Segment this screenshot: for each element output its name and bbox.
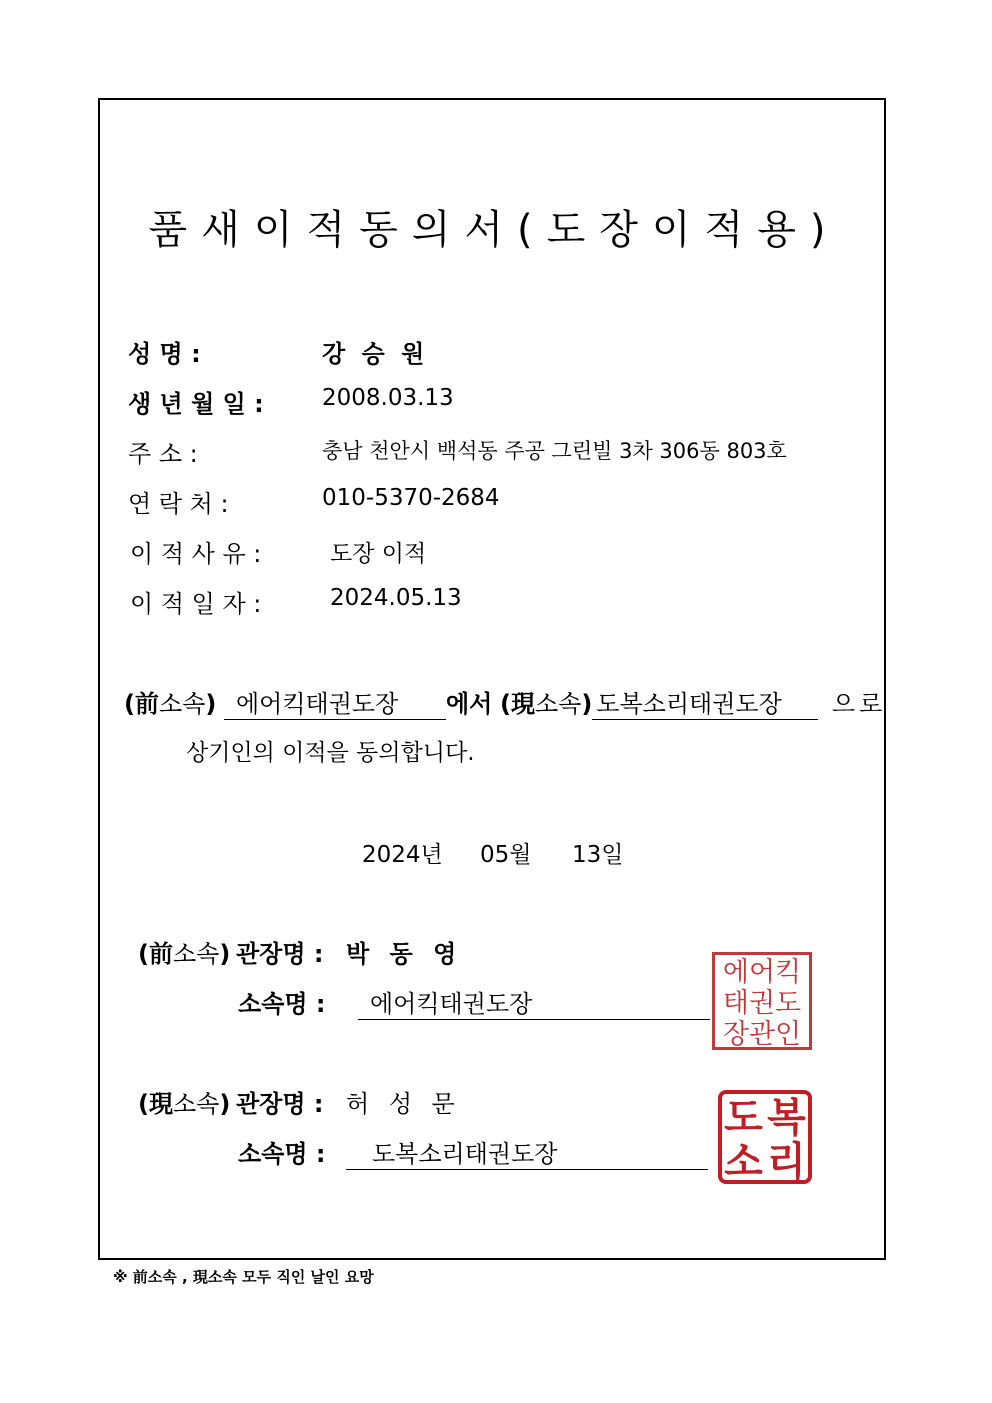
statement-line: (前소속) 에어킥태권도장 에서 (現소속) 도복소리태권도장 으로	[124, 684, 886, 720]
prev-section-tag: (前소속)	[138, 940, 231, 968]
field-value-reason: 도장 이적	[330, 541, 427, 567]
date-year: 2024년	[362, 842, 443, 868]
prev-tag-hanja: 前	[134, 690, 159, 718]
curr-dojang-seal: 도 복 소 리	[718, 1090, 812, 1184]
form-frame	[98, 98, 886, 1260]
statement-from: 에서	[445, 690, 493, 718]
prev-tag-rest: 소속	[158, 690, 206, 718]
curr-master-label: 관장명 :	[236, 1090, 324, 1118]
consent-text: 상기인의 이적을 동의합니다.	[186, 740, 475, 766]
prev-section-hanja: 前	[148, 940, 173, 968]
curr-master-name: 허 성 문	[346, 1090, 461, 1118]
field-value-name: 강 승 원	[322, 340, 429, 368]
date-month: 05월	[480, 842, 532, 868]
field-value-address: 충남 천안시 백석동 주공 그린빌 3차 306동 803호	[322, 439, 787, 463]
field-label-address: 주 소 :	[128, 440, 198, 468]
curr-section-rest: 소속	[172, 1090, 220, 1118]
field-label-birth: 생 년 월 일 :	[128, 390, 264, 418]
curr-dojang-name: 도복소리태권도장	[346, 1134, 708, 1170]
prev-master-label: 관장명 :	[236, 940, 324, 968]
field-label-contact: 연 락 처 :	[128, 490, 229, 518]
field-label-name: 성 명 :	[128, 340, 201, 368]
field-label-reason: 이 적 사 유 :	[130, 540, 262, 568]
curr-section-tag: (現소속)	[138, 1090, 231, 1118]
document-title: 품새이적동의서(도장이적용)	[148, 207, 840, 253]
prev-section-rest: 소속	[172, 940, 220, 968]
prev-dojang-name: 에어킥태권도장	[358, 984, 710, 1020]
prev-master-name: 박 동 영	[346, 940, 463, 968]
field-value-date: 2024.05.13	[330, 585, 462, 611]
field-value-contact: 010-5370-2684	[322, 485, 500, 511]
statement-curr-dojang: 도복소리태권도장	[592, 684, 818, 720]
curr-dojang-label: 소속명 :	[238, 1140, 326, 1168]
footnote: ※ 前소속 , 現소속 모두 직인 날인 요망	[113, 1268, 374, 1286]
curr-tag-hanja: 現	[510, 690, 535, 718]
prev-dojang-label: 소속명 :	[238, 990, 326, 1018]
prev-dojang-seal: 에어킥 태권도 장관인	[712, 952, 812, 1050]
statement-to: 으로	[831, 690, 887, 718]
curr-section-hanja: 現	[148, 1090, 173, 1118]
statement-prev-dojang: 에어킥태권도장	[224, 684, 446, 720]
field-value-birth: 2008.03.13	[322, 385, 454, 411]
date-day: 13일	[572, 842, 624, 868]
field-label-date: 이 적 일 자 :	[130, 590, 262, 618]
curr-tag-rest: 소속	[534, 690, 582, 718]
